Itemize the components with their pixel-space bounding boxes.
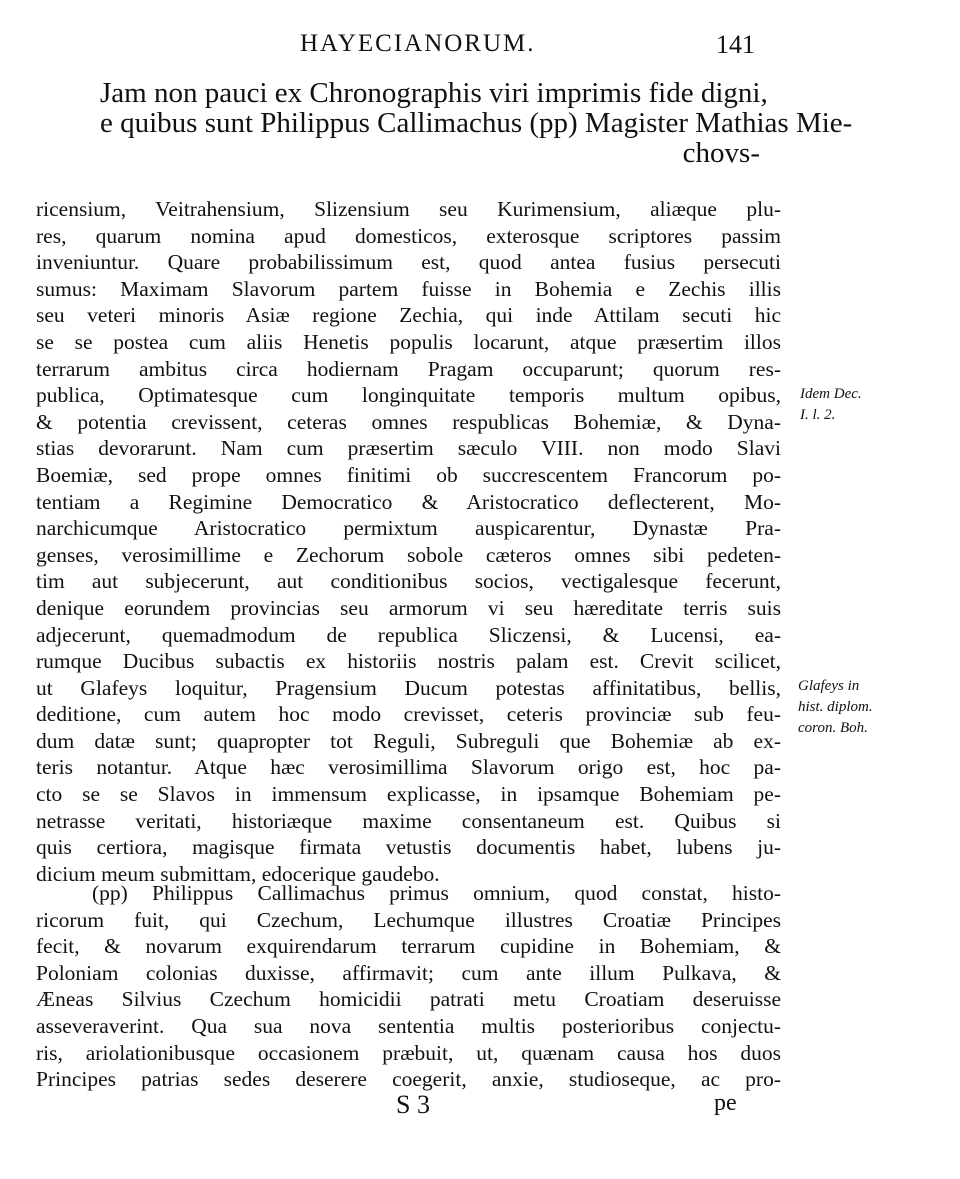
body-line: se se postea cum aliis Henetis populis locarunt, atque præsertim illos: [36, 329, 781, 354]
body-line: tentiam a Regimine Democratico & Aristocratico deflecterent, Mo-: [36, 489, 781, 514]
margin-note-idem: [800, 384, 862, 426]
signature-mark: S 3: [396, 1090, 430, 1119]
body-line: publica, Optimatesque cum longinquitate temporis multum opibus,: [36, 383, 781, 408]
body-line: cto se se Slavos in immensum explicasse, in ipsamque Bohemiam pe-: [36, 782, 781, 807]
body-line: & potentia crevissent, ceteras omnes respublicas Bohemiæ, & Dyna-: [36, 409, 781, 434]
body-line: ut Glafeys loquitur, Pragensium Ducum potestas affinitatibus, bellis,: [36, 675, 781, 700]
body-line: denique eorundem provincias seu armorum vi seu hæreditate terris suis: [36, 595, 781, 620]
body-line: deditione, cum autem hoc modo crevisset, ceteris provinciæ sub feu-: [36, 702, 781, 727]
intro-line: e quibus sunt Philippus Callimachus (pp) Magister Mathias Mie-: [100, 107, 853, 139]
footnote-line: ricorum fuit, qui Czechum, Lechumque illustres Croatiæ Principes: [36, 907, 781, 932]
body-line: ricensium, Veitrahensium, Slizensium seu Kurimensium, aliæque plu-: [36, 197, 781, 221]
body-line: inveniuntur. Quare probabilissimum est, quod antea fusius persecuti: [36, 250, 781, 275]
main-paragraph: [36, 196, 781, 887]
margin-note-line: hist. diplom.: [798, 699, 873, 715]
body-line: Boemiæ, sed prope omnes finitimi ob succrescentem Francorum po-: [36, 462, 781, 487]
body-line: adjecerunt, quemadmodum de republica Sliczensi, & Lucensi, ea-: [36, 622, 781, 647]
body-line: dum datæ sunt; quapropter tot Reguli, Subreguli que Bohemiæ ab ex-: [36, 728, 781, 753]
body-line: teris notantur. Atque hæc verosimillima Slavorum origo est, hoc pa-: [36, 755, 781, 780]
body-line: genses, verosimillime e Zechorum sobole cæteros omnes sibi pedeten-: [36, 542, 781, 567]
intro-paragraph: [100, 77, 853, 169]
footnote-line: Principes patrias sedes deserere coegerit, anxie, studioseque, ac pro-: [36, 1067, 781, 1092]
body-line: quis certiora, magisque firmata vetustis documentis habet, lubens ju-: [36, 835, 781, 860]
footnote-line: Poloniam colonias duxisse, affirmavit; cum ante illum Pulkava, &: [36, 960, 781, 985]
footnote-line: (pp) Philippus Callimachus primus omnium, quod constat, histo-: [92, 881, 781, 905]
page-number: 141: [716, 30, 755, 59]
intro-line: Jam non pauci ex Chronographis viri imprimis fide digni,: [100, 77, 768, 109]
body-line: netrasse veritati, historiæque maxime consentaneum est. Quibus si: [36, 808, 781, 833]
footnote-line: Æneas Silvius Czechum homicidii patrati metu Croatiam deseruisse: [36, 987, 781, 1012]
running-head: HAYECIANORUM.: [300, 30, 536, 57]
body-line: dicium meum submittam, edocerique gaudebo.: [36, 861, 440, 886]
body-line: seu veteri minoris Asiæ regione Zechia, qui inde Attilam secuti hic: [36, 303, 781, 328]
body-line: tim aut subjecerunt, aut conditionibus socios, vectigalesque fecerunt,: [36, 569, 781, 594]
intro-line: chovs-: [682, 137, 760, 169]
body-line: stias devorarunt. Nam cum præsertim sæculo VIII. non modo Slavi: [36, 436, 781, 461]
body-line: narchicumque Aristocratico permixtum auspicarentur, Dynastæ Pra-: [36, 516, 781, 541]
margin-note-line: coron. Boh.: [798, 720, 868, 736]
body-line: sumus: Maximam Slavorum partem fuisse in Bohemia e Zechis illis: [36, 276, 781, 301]
body-line: terrarum ambitus circa hodiernam Pragam occuparunt; quorum res-: [36, 356, 781, 381]
body-line: rumque Ducibus subactis ex historiis nostris palam est. Crevit scilicet,: [36, 649, 781, 674]
margin-note-line: I. l. 2.: [800, 407, 836, 423]
footnote: [36, 880, 781, 1093]
footnote-line: asseveraverint. Qua sua nova sententia multis posterioribus conjectu-: [36, 1013, 781, 1038]
body-line: res, quarum nomina apud domesticos, exterosque scriptores passim: [36, 223, 781, 248]
footnote-line: ris, ariolationibusque occasionem præbuit, ut, quænam causa hos duos: [36, 1040, 781, 1065]
catchword: pe: [714, 1090, 737, 1116]
margin-note-line: Glafeys in: [798, 678, 860, 694]
margin-note-line: Idem Dec.: [800, 386, 862, 402]
footnote-line: fecit, & novarum exquirendarum terrarum cupidine in Bohemiam, &: [36, 934, 781, 959]
margin-note-glafeys: [798, 676, 873, 739]
